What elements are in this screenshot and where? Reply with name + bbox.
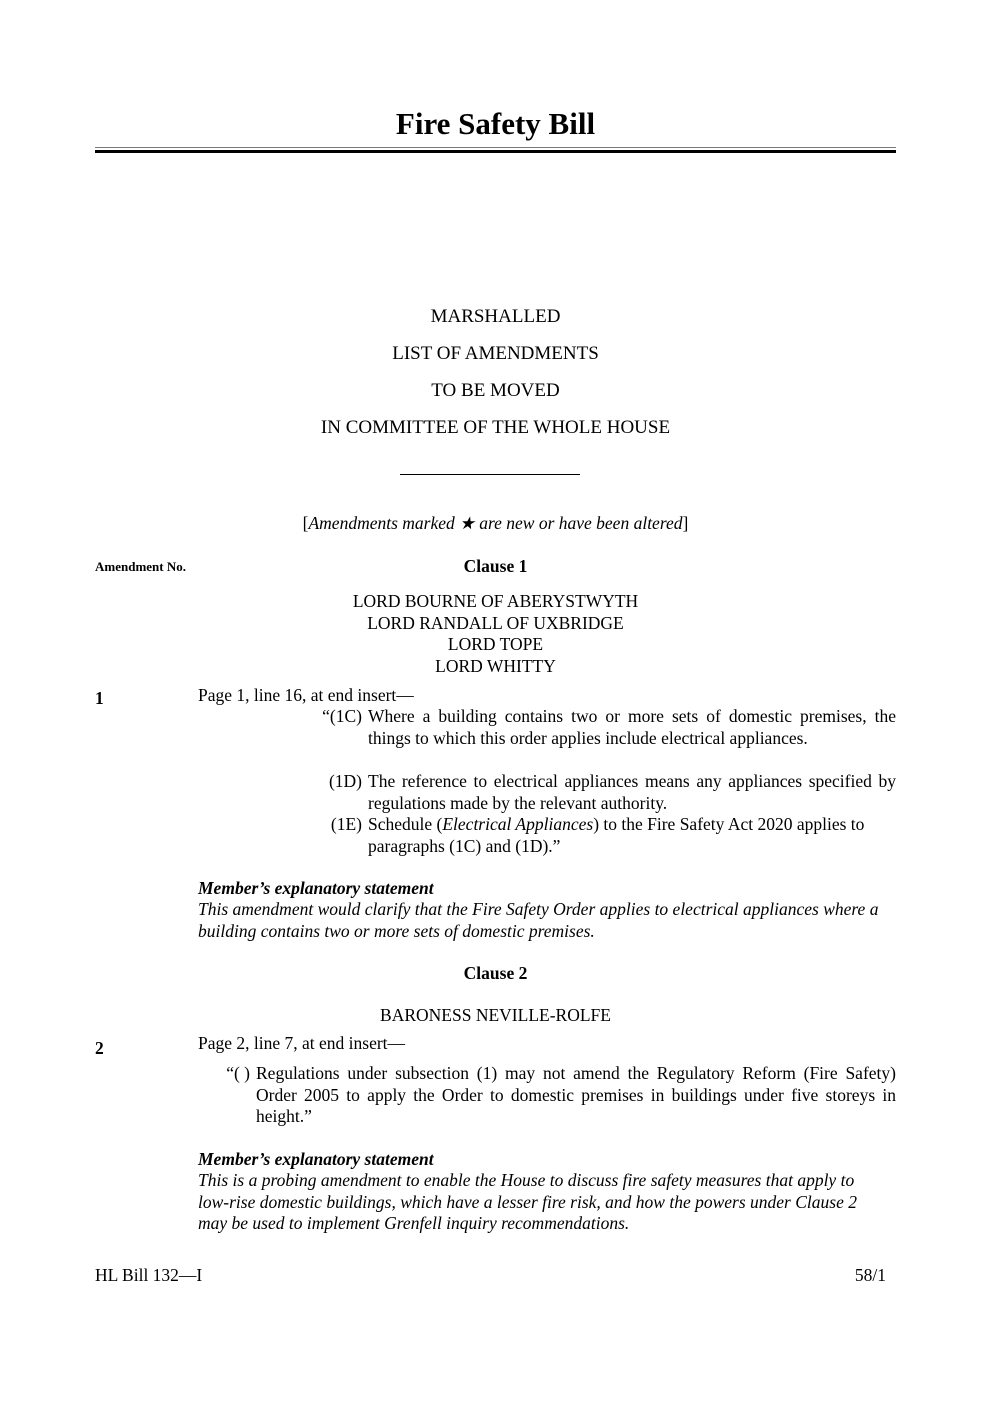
amendment-instruction: Page 1, line 16, at end insert— xyxy=(198,685,414,705)
footer-bill-number: HL Bill 132—I xyxy=(95,1265,203,1285)
amendment-number: 1 xyxy=(95,688,104,708)
title-rule-thick xyxy=(95,150,896,153)
heading-line: LIST OF AMENDMENTS xyxy=(392,343,599,364)
para-text: Where a building contains two or more sets of domestic premises, the things to which this order applies include electrical appliances. xyxy=(368,706,896,748)
member-name: LORD RANDALL OF UXBRIDGE xyxy=(367,612,624,633)
footer-page-ref: 58/1 xyxy=(854,1265,886,1285)
explanatory-statement: This is a probing amendment to enable the House to discuss fire safety measures that apply to low-rise domestic buildings, which have a lesser fire risk, and how the powers under Clause 2 may be used to implement Grenfell inquiry recommendations. xyxy=(198,1170,857,1233)
separator xyxy=(400,474,580,475)
member-name: LORD TOPE xyxy=(447,634,544,654)
statement-heading: Member’s explanatory statement xyxy=(198,878,434,898)
heading-line: TO BE MOVED xyxy=(431,380,560,401)
heading-line: MARSHALLED xyxy=(430,306,561,327)
amendment-number: 2 xyxy=(95,1038,104,1058)
member-name: LORD WHITTY xyxy=(435,655,556,676)
para-label: (1D) xyxy=(328,771,362,791)
explanatory-statement: This amendment would clarify that the Fire Safety Order applies to electrical appliances where a building contains two or more sets of domestic premises. xyxy=(198,899,879,941)
member-names xyxy=(0,591,991,677)
para-label: (1E) xyxy=(330,814,362,834)
statement-heading: Member’s explanatory statement xyxy=(198,1149,434,1169)
clause-heading: Clause 1 xyxy=(463,556,528,576)
amendment-number-label: Amendment No. xyxy=(95,559,186,574)
heading-line: IN COMMITTEE OF THE WHOLE HOUSE xyxy=(320,417,671,438)
amendment-note: [Amendments marked ★ are new or have been altered] xyxy=(302,513,689,533)
amendment-instruction: Page 2, line 7, at end insert— xyxy=(198,1033,406,1053)
bill-title: Fire Safety Bill xyxy=(395,106,596,141)
member-name: BARONESS NEVILLE-ROLFE xyxy=(380,1005,611,1025)
para-text: Regulations under subsection (1) may not amend the Regulatory Reform (Fire Safety) Order 2005 to apply the Order to domestic premises in buildings under five storeys in height.” xyxy=(256,1063,896,1126)
title-rule-thin xyxy=(95,147,896,148)
para-label: “( ) xyxy=(226,1063,250,1083)
clause-heading: Clause 2 xyxy=(463,963,528,983)
para-text: The reference to electrical appliances means any appliances specified by regulations made by the relevant authority. xyxy=(368,771,896,813)
para-label: “(1C) xyxy=(322,706,362,726)
para-text: Schedule (Electrical Appliances) to the Fire Safety Act 2020 applies to paragraphs (1C) and (1D).” xyxy=(368,814,865,856)
member-name: LORD BOURNE OF ABERYSTWYTH xyxy=(352,591,639,611)
